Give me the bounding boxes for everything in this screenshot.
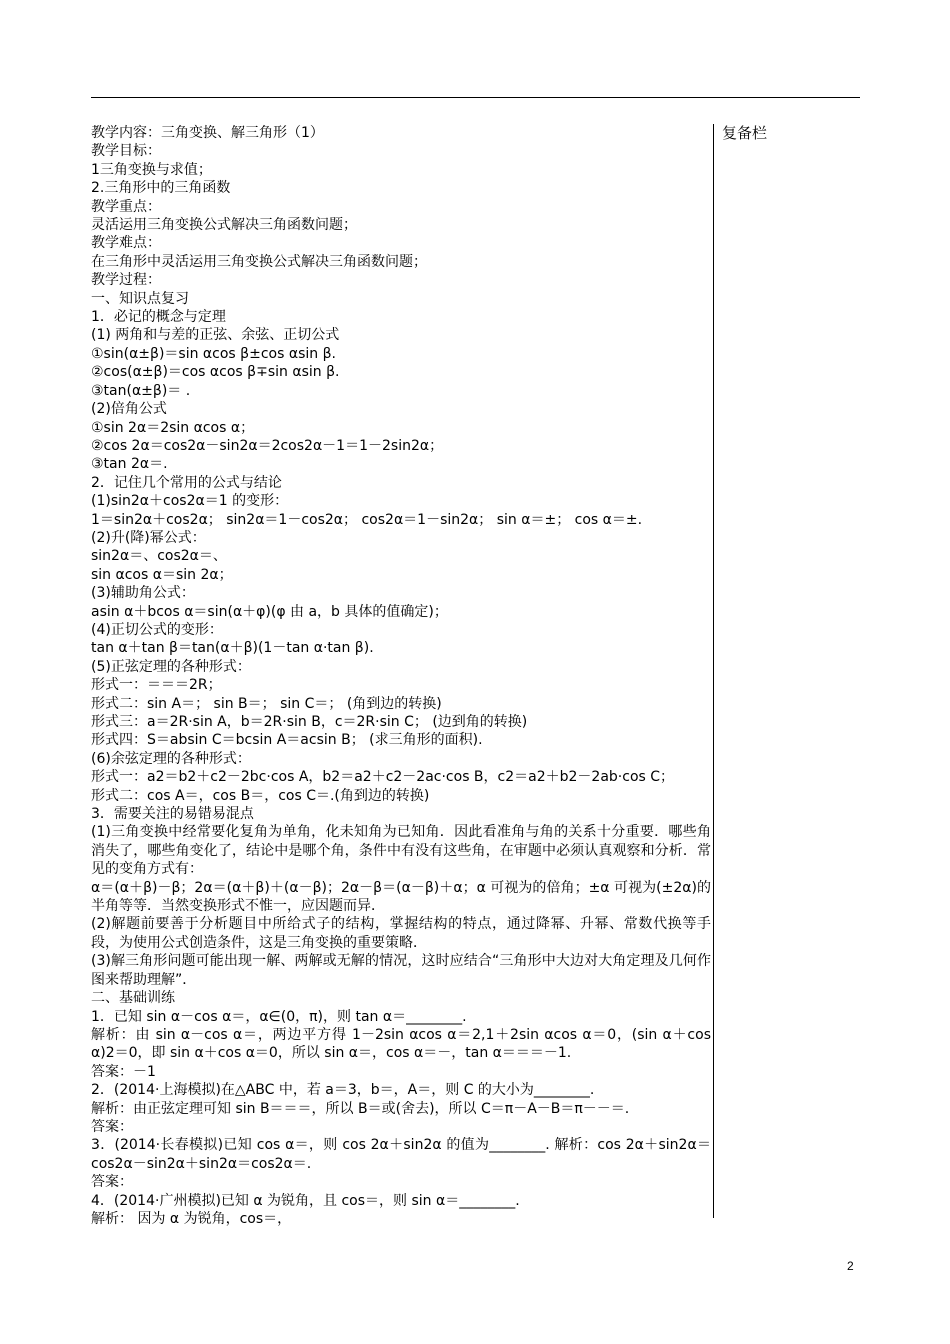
formula-line: ③tan(α±β)＝ . (91, 382, 191, 399)
formula-line: ②cos(α±β)＝cos αcos β∓sin αsin β. (91, 364, 340, 381)
text-line: (3)辅助角公式： (91, 585, 195, 602)
exercise-line: 1．已知 sin α－cos α＝，α∈(0，π)，则 tan α＝________. (91, 1008, 467, 1025)
text-line: 2.三角形中的三角函数 (91, 180, 231, 197)
section-heading: 一、知识点复习 (91, 290, 189, 307)
formula-line: sin2α＝、cos2α＝、 (91, 548, 227, 565)
formula-line: 形式一：a2＝b2＋c2－2bc·cos A，b2＝a2＋c2－2ac·cos B，c2＝a2＋b2－2ab·cos C； (91, 769, 675, 786)
formula-line: asin α＋bcos α＝sin(α＋φ)(φ 由 a，b 具体的值确定)； (91, 603, 448, 620)
formula-line: 形式二：cos A＝，cos B＝，cos C＝.(角到边的转换) (91, 787, 430, 804)
text-line: 在三角形中灵活运用三角变换公式解决三角函数问题； (91, 253, 427, 270)
formula-line: sin αcos α＝sin 2α； (91, 566, 233, 583)
text-line: 3．需要关注的易错易混点 (91, 806, 254, 823)
paragraph: (3)解三角形问题可能出现一解、两解或无解的情况，这时应结合“三角形中大边对大角定理及几何作图来帮助理解”． (91, 953, 711, 988)
text-line: 1．必记的概念与定理 (91, 309, 226, 326)
side-column-title: 复备栏 (722, 124, 768, 142)
text-line: (5)正弦定理的各种形式： (91, 658, 251, 675)
formula-line: ②cos 2α＝cos2α－sin2α＝2cos2α－1＝1－2sin2α； (91, 437, 444, 454)
solution-line: 解析： 因为 α 为锐角，cos＝， (91, 1210, 292, 1227)
text-line: 教学难点： (91, 235, 161, 252)
formula-line: ①sin 2α＝2sin αcos α； (91, 419, 255, 436)
exercise-line: 2．(2014·上海模拟)在△ABC 中，若 a＝3，b＝，A＝，则 C 的大小为________. (91, 1082, 595, 1099)
lesson-content (91, 124, 711, 1228)
formula-line: 形式二：sin A＝； sin B＝； sin C＝； (角到边的转换) (91, 695, 442, 712)
text-line: 教学目标： (91, 143, 161, 160)
text-line: (4)正切公式的变形： (91, 621, 223, 638)
formula-line: ③tan 2α＝. (91, 456, 168, 473)
text-line: 1三角变换与求值； (91, 161, 212, 178)
exercise-paragraph: 3．(2014·长春模拟)已知 cos α＝，则 cos 2α＋sin2α 的值为________. 解析：cos 2α＋sin2α＝cos2α－sin2α＋sin2α＝cos2α＝. (91, 1137, 711, 1172)
text-line: 教学过程： (91, 272, 161, 289)
answer-line: 答案： (91, 1118, 133, 1135)
text-line: 教学重点： (91, 198, 161, 215)
solution-line: 解析：由正弦定理可知 sin B＝＝＝，所以 B＝或(舍去)，所以 C＝π－A－B＝π－－＝. (91, 1100, 630, 1117)
text-line: 灵活运用三角变换公式解决三角函数问题； (91, 217, 357, 234)
formula-line: tan α＋tan β＝tan(α＋β)(1－tan α·tan β). (91, 640, 374, 657)
solution-paragraph: 解析：由 sin α－cos α＝，两边平方得 1－2sin αcos α＝2,1＋2sin αcos α＝0，(sin α＋cos α)2＝0，即 sin α＋cos α＝0，所以 sin α＝，cos α＝－，tan α＝＝＝－1. (91, 1026, 711, 1062)
page-number: 2 (847, 1259, 854, 1273)
text-line: (1)sin2α＋cos2α＝1 的变形： (91, 493, 289, 510)
paragraph: α＝(α＋β)－β；2α＝(α＋β)＋(α－β)；2α－β＝(α－β)＋α；α 可视为的倍角；±α 可视为(±2α)的半角等等．当然变换形式不惟一，应因题而异． (91, 879, 711, 915)
answer-line: 答案： (91, 1174, 133, 1191)
section-heading: 二、基础训练 (91, 990, 175, 1007)
column-divider (713, 124, 714, 1218)
text-line: (6)余弦定理的各种形式： (91, 750, 251, 767)
formula-line: ①sin(α±β)＝sin αcos β±cos αsin β. (91, 345, 336, 362)
formula-line: 形式四：S＝absin C＝bcsin A＝acsin B； (求三角形的面积). (91, 732, 483, 749)
text-line: (2)倍角公式 (91, 401, 167, 418)
text-line: (2)升(降)幂公式： (91, 529, 206, 546)
exercise-line: 4．(2014·广州模拟)已知 α 为锐角，且 cos＝，则 sin α＝________. (91, 1192, 520, 1209)
paragraph: (1)三角变换中经常要化复角为单角，化未知角为已知角．因此看准角与角的关系十分重要．哪些角消失了，哪些角变化了，结论中是哪个角，条件中有没有这些角，在审题中必须认真观察和分析．常见的变角方式有： (91, 824, 711, 878)
paragraph: (2)解题前要善于分析题目中所给式子的结构，掌握结构的特点，通过降幂、升幂、常数代换等手段，为使用公式创造条件，这是三角变换的重要策略． (91, 916, 711, 951)
formula-line: 形式三：a＝2R·sin A，b＝2R·sin B，c＝2R·sin C； (边到角的转换) (91, 714, 528, 730)
answer-line: 答案：－1 (91, 1063, 156, 1080)
header-rule (91, 97, 860, 98)
lesson-title: 教学内容：三角变换、解三角形（1） (91, 125, 324, 141)
text-line: 2．记住几个常用的公式与结论 (91, 474, 282, 491)
formula-line: 形式一：＝＝＝2R； (91, 677, 222, 694)
text-line: (1) 两角和与差的正弦、余弦、正切公式 (91, 327, 340, 344)
formula-line: 1＝sin2α＋cos2α； sin2α＝1－cos2α； cos2α＝1－sin2α； sin α＝±； cos α＝±. (91, 511, 643, 528)
